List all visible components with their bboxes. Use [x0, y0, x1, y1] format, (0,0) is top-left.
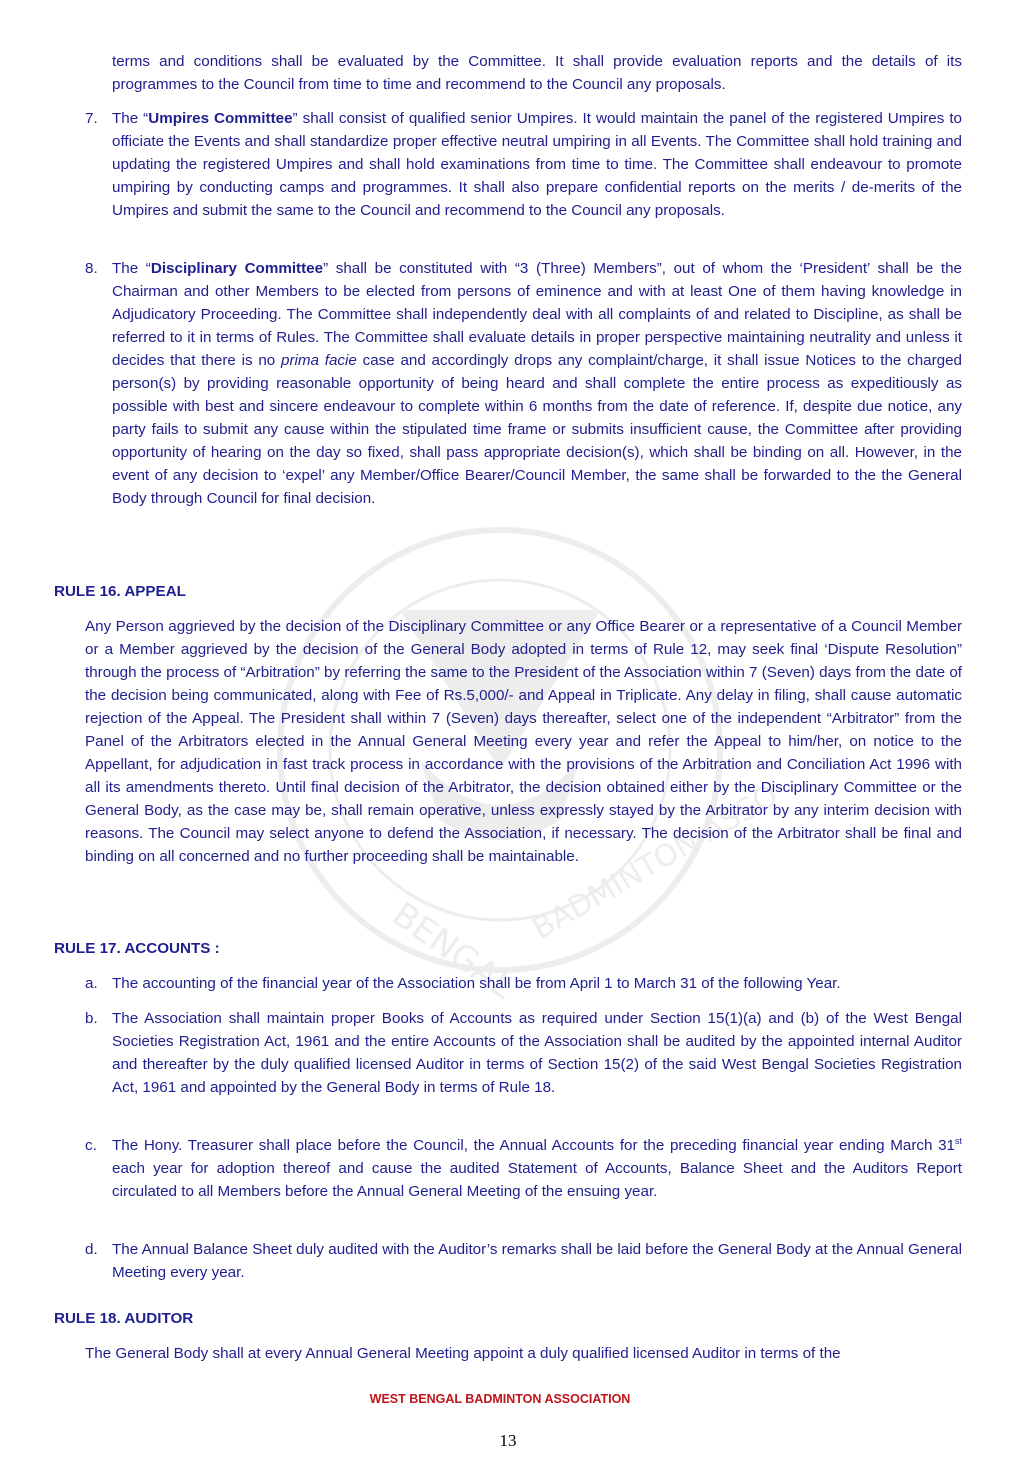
item-letter: a. — [85, 975, 98, 992]
item-text: The Association shall maintain proper Books of Accounts as required under Section 15(1)(a) and (b) of the West Bengal Societies Registration Act, 1961 and the entire Accounts of the Association shall be audited by the appointed internal Auditor and thereafter by the duly qualified licensed Auditor in terms of Section 15(2) of the said West Bengal Societies Registration Act, 1961 and appointed by the General Body in terms of Rule 18. — [112, 1010, 962, 1096]
item-letter: c. — [85, 1137, 97, 1154]
item-letter: d. — [85, 1241, 98, 1258]
item-letter: b. — [85, 1010, 98, 1027]
item-text: The Hony. Treasurer shall place before the Council, the Annual Accounts for the preceding financial year ending March 31st each year for adoption thereof and cause the audited Statement of Accounts, Balance Sheet and the Auditors Report circulated to all Members before the Annual General Meeting of the ensuing year. — [112, 1135, 962, 1200]
item-number: 8. — [85, 260, 98, 277]
list-item-disciplinary-committee — [85, 257, 962, 510]
list-item-annual-accounts — [85, 1134, 962, 1203]
item-text: The “Umpires Committee” shall consist of qualified senior Umpires. It would maintain the panel of the registered Umpires to officiate the Events and shall standardize proper effective neutral umpiring in all Events. The Committee shall hold training and updating the registered Umpires and shall hold examinations from time to time. The Committee shall endeavour to promote umpiring by conducting camps and programmes. It shall also prepare confidential reports on the merits / de-merits of the Umpires and submit the same to the Council and recommend to the Council any proposals. — [112, 110, 962, 219]
list-item-umpires-committee — [85, 107, 962, 222]
list-item-accounting-year — [85, 972, 962, 995]
item-number: 7. — [85, 110, 98, 127]
rule-16-heading: RULE 16. APPEAL — [54, 583, 186, 600]
svg-text:BENGAL: BENGAL — [384, 894, 522, 1007]
item-text: The “Disciplinary Committee” shall be constituted with “3 (Three) Members”, out of whom the ‘President’ shall be the Chairman and other Members to be elected from persons of eminence and with at least One of them having knowledge in Adjudicatory Proceeding. The Committee shall independently deal with all complaints of and related to Discipline, as shall be referred to it in terms of Rules. The Committee shall evaluate details in proper perspective maintaining neutrality and unless it decides that there is no prima facie case and accordingly drops any complaint/charge, it shall issue Notices to the charged person(s) by providing reasonable opportunity of being heard and shall complete the entire process as expeditiously as possible with best and sincere endeavour to complete within 6 months from the date of reference. If, despite due notice, any party fails to submit any cause within the stipulated time frame or submits insufficient cause, the Committee after providing opportunity of hearing on the day so fixed, shall pass appropriate decision(s), which shall be binding on all. However, in the event of any decision to ‘expel’ any Member/Office Bearer/Council Member, the same shall be forwarded to the the General Body through Council for final decision. — [112, 260, 962, 507]
rule-18-body: The General Body shall at every Annual General Meeting appoint a duly qualified licensed Auditor in terms of the — [85, 1345, 841, 1362]
item-text: The accounting of the financial year of the Association shall be from April 1 to March 31 of the following Year. — [112, 975, 841, 992]
rule-16-body: Any Person aggrieved by the decision of the Disciplinary Committee or any Office Bearer or a representative of a Council Member or a Member aggrieved by the decision of the General Body adopted in terms of Rule 12, may seek final ‘Dispute Resolution” through the process of “Arbitration” by referring the same to the President of the Association within 7 (Seven) days from the date of the decision being communicated, along with Fee of Rs.5,000/- and Appeal in Triplicate. Any delay in filing, shall cause automatic rejection of the Appeal. The President shall within 7 (Seven) days thereafter, select one of the independent “Arbitrator” from the Panel of the Arbitrators elected in the Annual General Meeting every year and refer the Appeal to him/her, on notice to the Appellant, for adjudication in fast track process in accordance with the provisions of the Arbitration and Conciliation Act 1996 with all its amendments thereto. Until final decision of the Arbitrator, the decision obtained either by the Disciplinary Committee or the General Body, as the case may be, shall remain operative, unless expressly stayed by the Arbitrator by any interim decision with reasons. The Council may select anyone to defend the Association, if necessary. The decision of the Arbitrator shall be final and binding on all concerned and no further proceeding shall be maintainable. — [85, 618, 962, 865]
list-item-books-of-accounts — [85, 1007, 962, 1099]
list-item-balance-sheet — [85, 1238, 962, 1284]
svg-text:BADMINTON ASSO: BADMINTON ASSO — [526, 777, 785, 947]
rule-18-heading: RULE 18. AUDITOR — [54, 1310, 194, 1327]
footer-organization: WEST BENGAL BADMINTON ASSOCIATION — [369, 1392, 631, 1406]
item-text: The Annual Balance Sheet duly audited with the Auditor’s remarks shall be laid before the General Body at the Annual General Meeting every year. — [112, 1241, 962, 1281]
intro-continuation: terms and conditions shall be evaluated by the Committee. It shall provide evaluation reports and the details of its programmes to the Council from time to time and recommend to the Council any proposals. — [112, 53, 962, 93]
rule-17-heading: RULE 17. ACCOUNTS : — [54, 940, 220, 957]
page-number: 13 — [499, 1431, 517, 1450]
